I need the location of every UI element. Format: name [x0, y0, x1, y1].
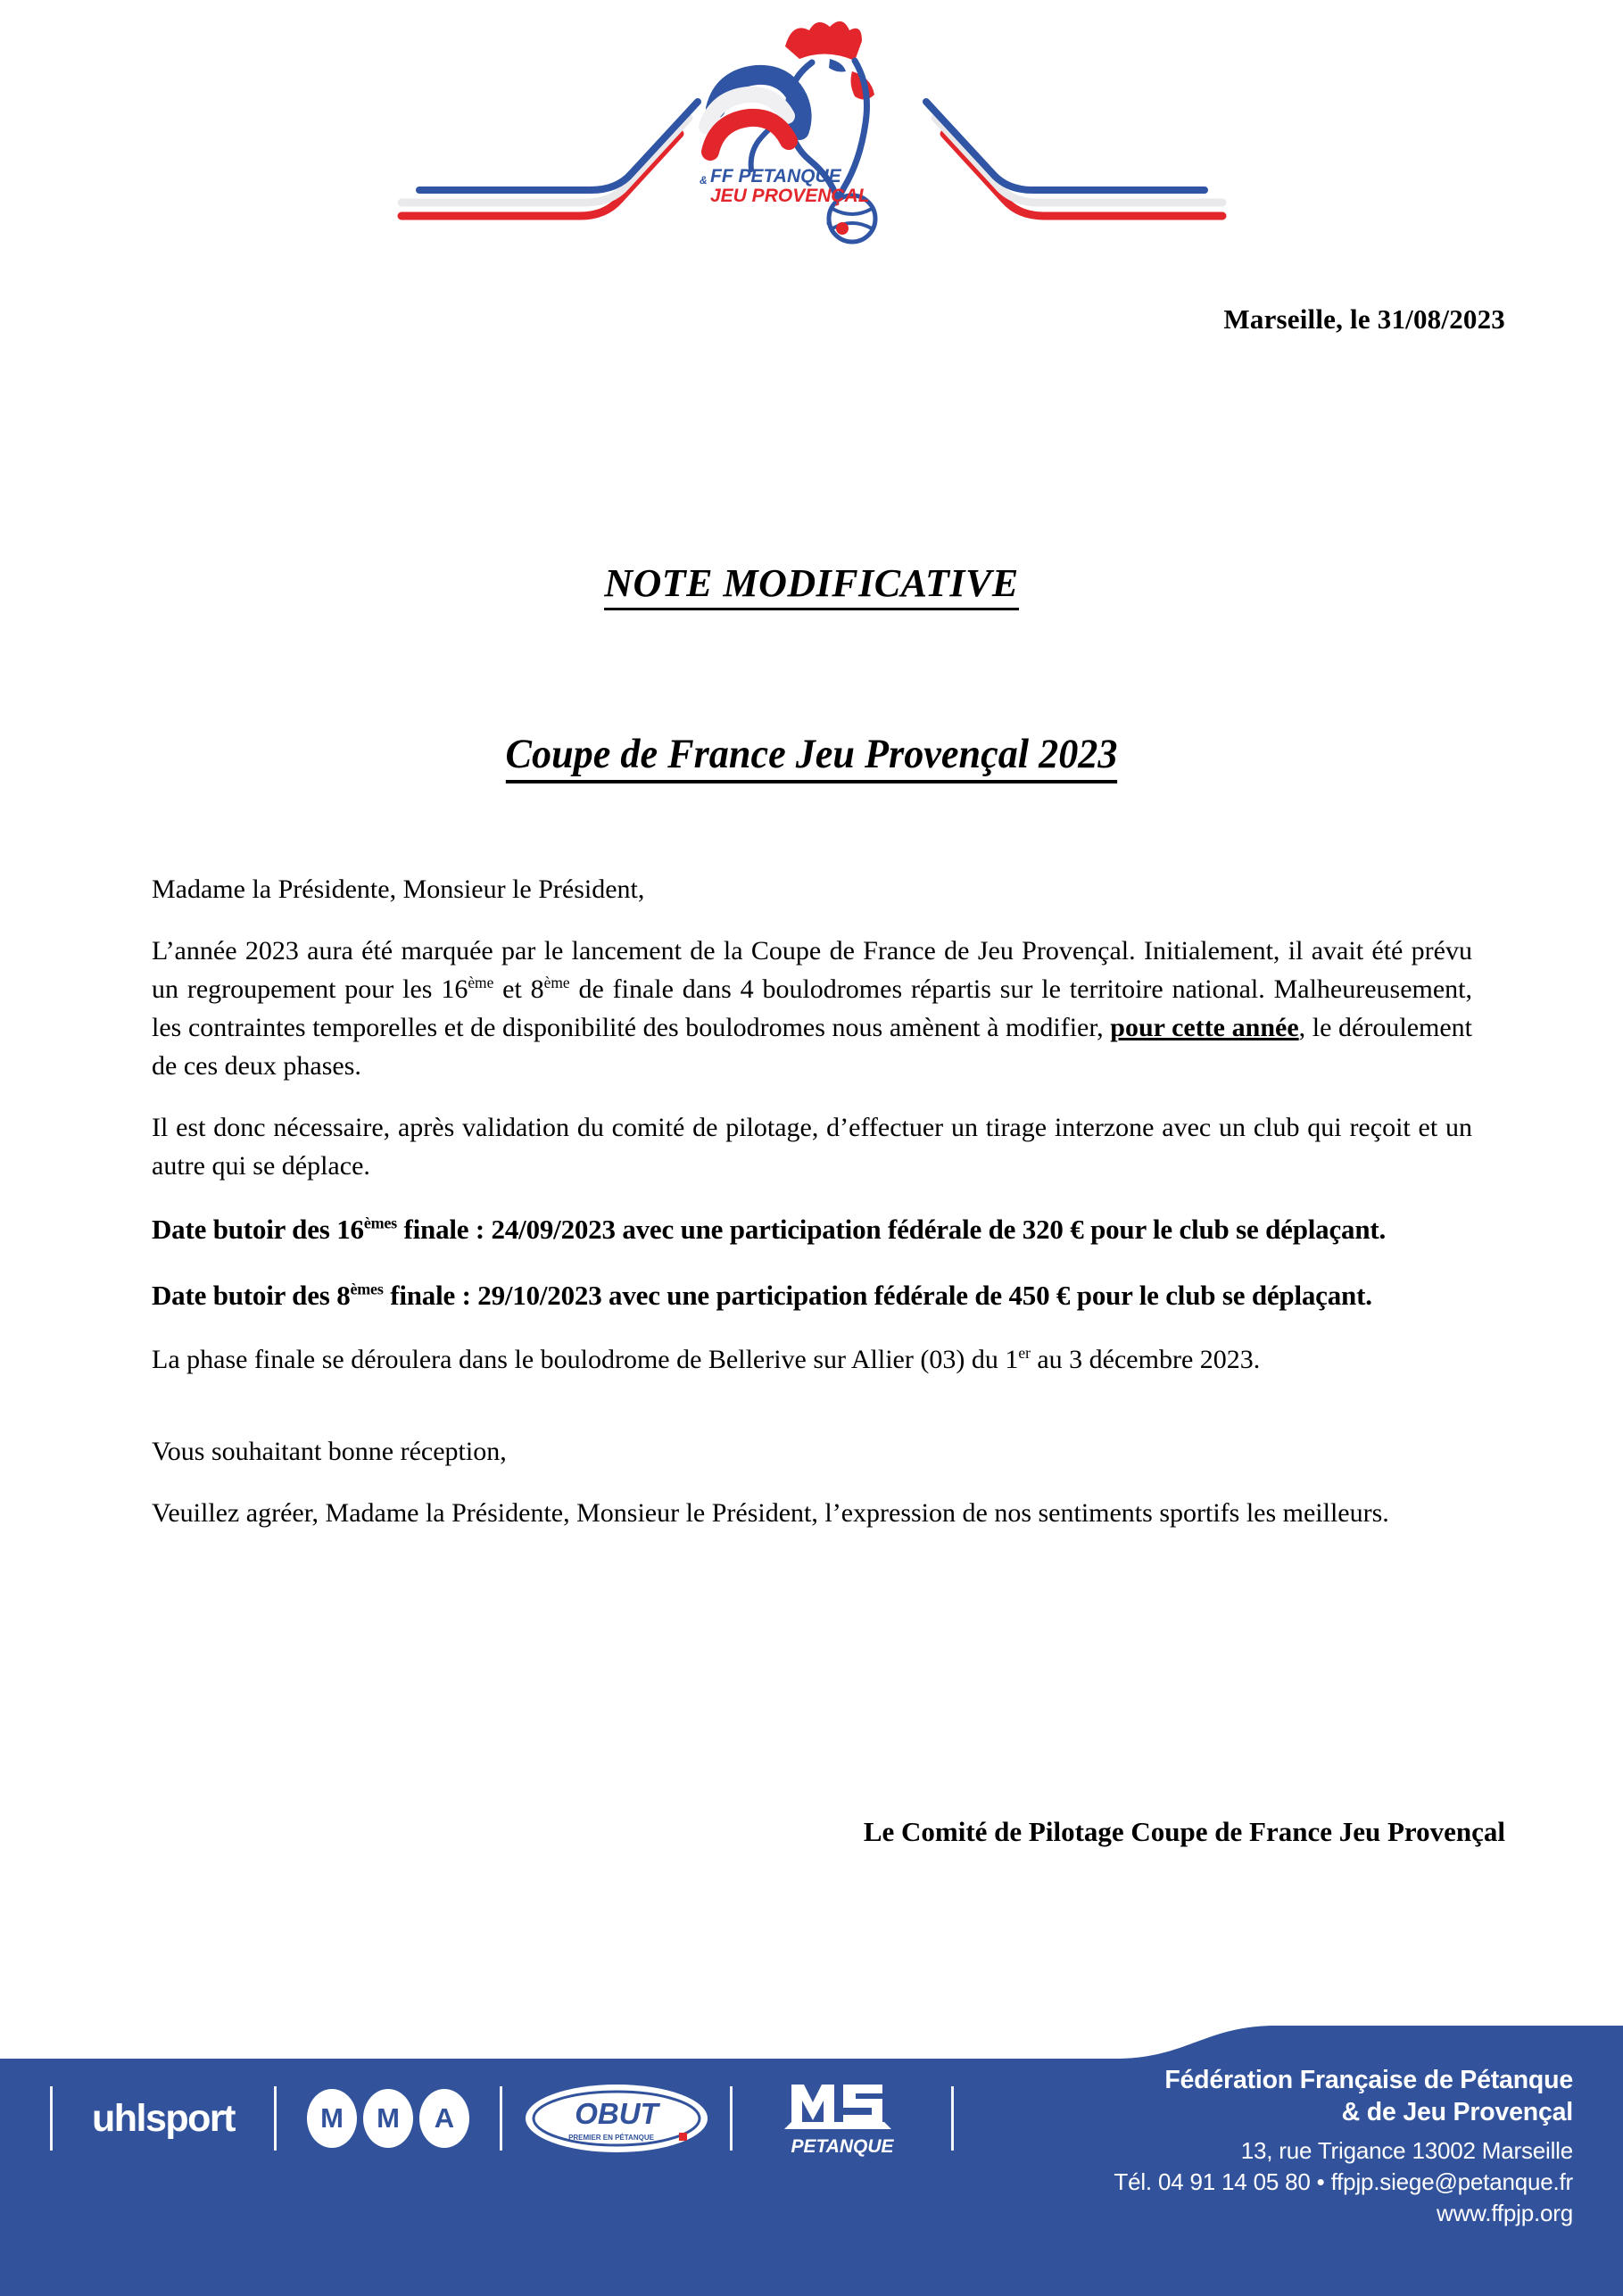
paragraph-phase-finale [152, 1340, 1472, 1379]
letter-body [152, 870, 1472, 1555]
footer-address-block [1114, 2064, 1573, 2229]
deadline-8emes [152, 1274, 1472, 1317]
page-title-primary-text: NOTE MODIFICATIVE [604, 561, 1019, 610]
ffpjp-rooster-logo-icon [366, 9, 1258, 250]
deadline-16emes-lead: Date butoir des 16 [152, 1214, 364, 1245]
deadline-16emes-rest: finale : 24/09/2023 avec une participation fédérale de 320 € pour le club se déplaçant. [396, 1214, 1387, 1245]
obut-tagline: PREMIER EN PÉTANQUE [567, 2134, 654, 2142]
sponsor-divider [274, 2086, 277, 2151]
sponsor-logo-ms-petanque [733, 2077, 951, 2159]
sponsor-divider [50, 2086, 53, 2151]
sponsor-logos-row [50, 2077, 954, 2159]
page-title-secondary-text: Coupe de France Jeu Provençal 2023 [506, 731, 1118, 783]
salutation: Madame la Présidente, Monsieur le Président, [152, 874, 645, 904]
footer-federation-line-2: & de Jeu Provençal [1341, 2098, 1573, 2126]
mma-letter-3: A [419, 2089, 469, 2148]
sponsor-divider [500, 2086, 502, 2151]
footer-contact: Tél. 04 91 14 05 80 • ffpjp.siege@petanque.fr [1114, 2168, 1573, 2195]
body-spacer [152, 1402, 1472, 1432]
superscript-emes-2: èmes [350, 1280, 384, 1298]
superscript-er: er [1018, 1344, 1031, 1362]
footer-street-address: 13, rue Trigance 13002 Marseille [1240, 2137, 1573, 2164]
ms-petanque-sub-label: PETANQUE [790, 2136, 894, 2157]
deadline-16emes [152, 1208, 1472, 1251]
emphasis-pour-cette-annee: pour cette année [1110, 1013, 1299, 1042]
paragraph-intro [152, 932, 1472, 1085]
page-title-secondary [49, 730, 1575, 778]
paragraph-intro-part-d: , le déroulement de ces deux phases. [152, 1013, 1472, 1081]
footer-content [0, 2026, 1623, 2296]
footer-federation-line-1: Fédération Française de Pétanque [1164, 2066, 1573, 2094]
federation-logo-header [0, 9, 1623, 254]
footer-spacer [1114, 2128, 1573, 2135]
phase-finale-part-b: au 3 décembre 2023. [1030, 1345, 1261, 1374]
logo-text-line2: JEU PROVENÇAL [709, 186, 870, 206]
page-title-primary [0, 560, 1623, 606]
superscript-eme-2: ème [543, 974, 570, 991]
sponsor-divider [951, 2086, 954, 2151]
sponsor-logo-mma [277, 2089, 500, 2148]
paragraph-intro-part-b: et 8 [493, 974, 544, 1004]
paragraph-tirage-interzone: Il est donc nécessaire, après validation du comité de pilotage, d’effectuer un tirage interzone avec un club qui reçoit et un autre qui se déplace. [152, 1113, 1472, 1181]
sponsor-logo-uhlsport [53, 2097, 274, 2141]
obut-oval-icon [522, 2081, 711, 2156]
superscript-emes-1: èmes [363, 1214, 397, 1232]
closing-reception: Vous souhaitant bonne réception, [152, 1437, 507, 1466]
footer-website[interactable]: www.ffpjp.org [1437, 2200, 1573, 2226]
page-footer [0, 2026, 1623, 2296]
mma-letter-1: M [307, 2089, 357, 2148]
sponsor-uhlsport-label: uhlsport [92, 2096, 235, 2140]
deadline-8emes-lead: Date butoir des 8 [152, 1280, 351, 1311]
logo-text-line1: FF PETANQUE [709, 166, 841, 186]
paragraph-intro-part-c: de finale dans 4 boulodromes répartis sur le territoire national. Malheureusement, les contraintes temporelles et de disponibilité des boulodromes nous amènent à modifier, [152, 974, 1472, 1042]
date-line: Marseille, le 31/08/2023 [1223, 303, 1505, 335]
paragraph-intro-part-a: L’année 2023 aura été marquée par le lancement de la Coupe de France de Jeu Provençal. Initialement, il avait été prévu un regroupement pour les 16 [152, 936, 1472, 1004]
ms-petanque-icon [758, 2077, 927, 2159]
signature-block: Le Comité de Pilotage Coupe de France Jeu Provençal [863, 1816, 1505, 1847]
superscript-eme-1: ème [468, 974, 494, 991]
closing-salutation: Veuillez agréer, Madame la Présidente, Monsieur le Président, l’expression de nos sentiments sportifs les meilleurs. [152, 1498, 1389, 1528]
mma-letter-2: M [363, 2089, 413, 2148]
deadline-8emes-rest: finale : 29/10/2023 avec une participation fédérale de 450 € pour le club se déplaçant. [383, 1280, 1372, 1311]
logo-ampersand: & [699, 174, 708, 186]
sponsor-divider [730, 2086, 733, 2151]
sponsor-logo-obut [502, 2081, 730, 2156]
obut-label: OBUT [574, 2097, 658, 2130]
phase-finale-part-a: La phase finale se déroulera dans le boulodrome de Bellerive sur Allier (03) du 1 [152, 1345, 1019, 1374]
